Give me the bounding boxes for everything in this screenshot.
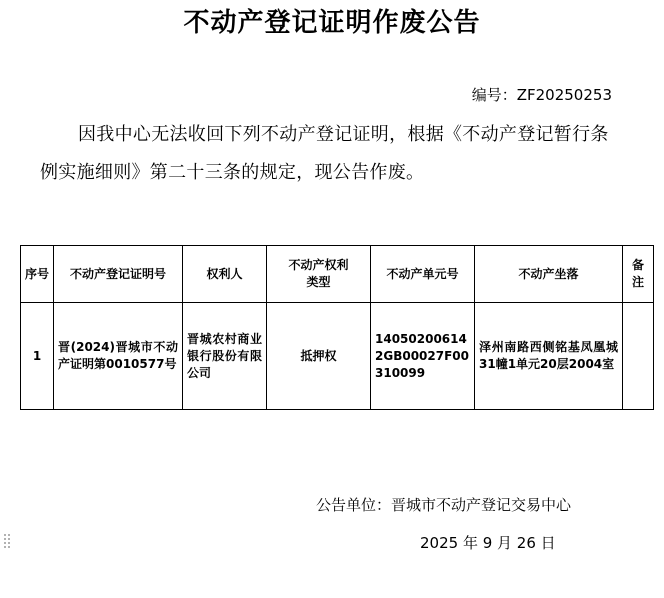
header-right-type [267, 246, 371, 303]
cell-index: 1 [21, 303, 54, 410]
notice-paragraph: 因我中心无法收回下列不动产登记证明，根据《不动产登记暂行条例实施细则》第二十三条的规定，现公告作废。 [40, 124, 609, 183]
notice-serial-number: 编号：ZF20250253 [471, 86, 612, 104]
void-certificate-table [20, 245, 654, 410]
header-index: 序号 [21, 246, 54, 303]
header-right-type-label: 不动产权利类型 [288, 258, 349, 289]
header-location: 不动产坐落 [475, 246, 623, 303]
cell-remark [623, 303, 654, 410]
table-row [21, 303, 654, 410]
header-remark: 备注 [623, 246, 654, 303]
cell-unit-no: 140502006142GB00027F00310099 [371, 303, 475, 410]
header-cert-no: 不动产登记证明号 [54, 246, 183, 303]
drag-handle-icon[interactable] [4, 534, 12, 550]
notice-issuer: 公告单位：晋城市不动产登记交易中心 [316, 496, 572, 514]
cell-cert-no: 晋(2024)晋城市不动产证明第0010577号 [54, 303, 183, 410]
cell-location: 泽州南路西侧铭基凤凰城31幢1单元20层2004室 [475, 303, 623, 410]
header-unit-no: 不动产单元号 [371, 246, 475, 303]
table-header-row [21, 246, 654, 303]
notice-title: 不动产登记证明作废公告 [183, 8, 481, 38]
notice-date: 2025 年 9 月 26 日 [420, 534, 556, 552]
cell-holder: 晋城农村商业银行股份有限公司 [183, 303, 267, 410]
header-holder: 权利人 [183, 246, 267, 303]
cell-right-type: 抵押权 [267, 303, 371, 410]
